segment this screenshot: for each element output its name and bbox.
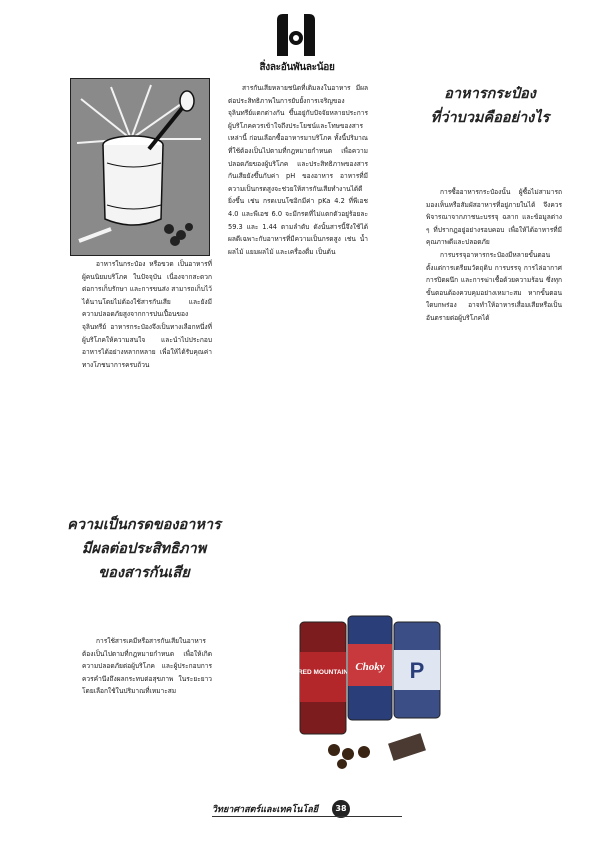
masthead-logo-icon [273,12,319,58]
heading-line: มีผลต่อประสิทธิภาพ [81,541,207,557]
journal-name: วิทยาศาสตร์และเทคโนโลยี [212,805,319,815]
can-label: P [409,658,425,683]
paragraph: อาหารในกระป๋อง หรือขวด เป็นอาหารที่ผู้คนนิยมบริโภค ในปัจจุบัน เนื่องจากสะดวกต่อการเก็บรักษา และการขนส่ง สามารถเก็บไว้ได้นานโดยไม่ต้องใช้สารกันเสีย และยังมีความปลอดภัยสูงจากการปนเปื้อนของจุลินทรีย์ อาหารกระป๋องจึงเป็นทางเลือกหนึ่งที่ผู้บริโภคให้ความสนใจ และนำไปประกอบอาหารได้อย่างหลากหลาย เพื่อให้ได้รับคุณค่าทางโภชนาการครบถ้วน [82,260,212,369]
can-label: Choky [355,661,385,673]
section-heading-acidity [60,513,228,585]
canned-drinks-photo [286,604,452,772]
paragraph: การซื้ออาหารกระป๋องนั้น ผู้ซื้อไม่สามารถมองเห็นหรือสัมผัสอาหารที่อยู่ภายในได้ จึงควรพิจารณาจากภาชนะบรรจุ ฉลาก และข้อมูลต่าง ๆ ที่ปรากฏอยู่อย่างรอบคอบ เพื่อให้ได้อาหารที่มีคุณภาพดีและปลอดภัย [426,188,562,247]
footer-divider [212,816,402,817]
page-number: 38 [332,800,350,818]
heading-line: ของสารกันเสีย [98,565,190,581]
intro-column [82,258,212,371]
paragraph: การใช้สารเคมีหรือสารกันเสียในอาหารต้องเป็นไปตามที่กฎหมายกำหนด เพื่อให้เกิดความปลอดภัยต่อผู้บริโภค และผู้ประกอบการควรคำนึงถึงผลกระทบต่อสุขภาพ ในระยะยาว โดยเลือกใช้ในปริมาณที่เหมาะสม [82,637,212,696]
section-heading-swollen-can [400,82,580,130]
masthead-title: สิ่งละอันพันละน้อย [259,62,335,73]
heading-line: ที่ว่าบวมคืออย่างไร [430,110,550,126]
paragraph: สารกันเสียหลายชนิดที่เติมลงในอาหาร มีผลต่อประสิทธิภาพในการยับยั้งการเจริญของจุลินทรีย์แตกต่างกัน ขึ้นอยู่กับปัจจัยหลายประการ ผู้บริโภคควรเข้าใจถึงประโยชน์และโทษของสารเหล่านี้ ก่อนเลือกซื้ออาหารมาบริโภค ทั้งนี้ปริมาณที่ใช้ต้องเป็นไปตามที่กฎหมายกำหนด เพื่อความปลอดภัยของผู้บริโภค และประสิทธิภาพของสารกันเสียยังขึ้นกับค่า pH ของอาหาร อาหารที่มีความเป็นกรดสูงจะช่วยให้สารกันเสียทำงานได้ดียิ่งขึ้น เช่น กรดเบนโซอิกมีค่า pKa 4.2 ที่พีเอช 4.0 และพีเอช 6.0 จะมีกรดที่ไม่แตกตัวอยู่ร้อยละ 59.3 และ 1.44 ตามลำดับ ดังนั้นสารนี้จึงใช้ได้ผลดีเฉพาะกับอาหารที่มีความเป็นกรดสูง เช่น น้ำผลไม้ แยมผลไม้ และเครื่องดื่ม เป็นต้น [228,84,368,256]
heading-line: ความเป็นกรดของอาหาร [67,517,221,533]
paragraph: การบรรจุอาหารกระป๋องมีหลายขั้นตอน ตั้งแต่การเตรียมวัตถุดิบ การบรรจุ การไล่อากาศ การปิดผนึก และการฆ่าเชื้อด้วยความร้อน ซึ่งทุกขั้นตอนต้องควบคุมอย่างเหมาะสม หากขั้นตอนใดบกพร่อง อาจทำให้อาหารเสื่อมเสียหรือเป็นอันตรายต่อผู้บริโภคได้ [426,250,562,322]
page-footer [212,800,402,818]
canned-food-illustration [70,78,210,256]
acidity-column [82,635,212,698]
heading-line: อาหารกระป๋อง [444,86,536,102]
middle-column [228,82,368,258]
swollen-can-column [426,186,562,325]
can-label: RED MOUNTAIN [297,669,349,676]
